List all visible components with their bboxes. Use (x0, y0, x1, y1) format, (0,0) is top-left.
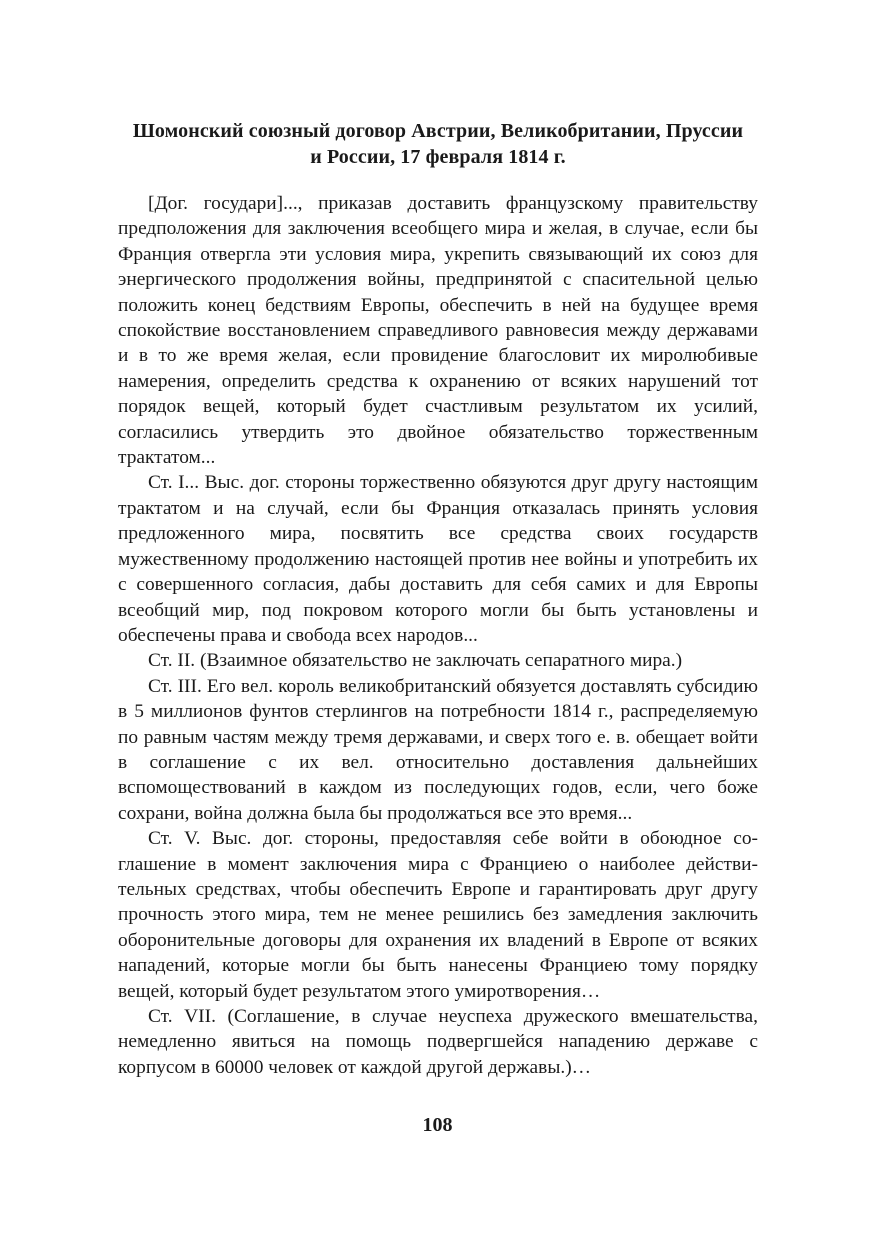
paragraph-article-3: Ст. III. Его вел. король великобританский обязуется доставлять субсидию в 5 миллионов фунтов стерлингов на потребности 1814 г., распределяемую по равным частям между тремя державами, и сверх того е. в. обещает войти в соглашение с их вел. относительно доставления дальнейших вспомоществований в каждом из последующих годов, если, чего боже сохрани, война должна была бы продолжаться все это время... (118, 675, 758, 824)
page-number: 108 (422, 1114, 453, 1136)
paragraph-preamble: [Дог. государи]..., приказав доставить французскому правительству предположения для заключения всеобщего мира и желая, в случае, если бы Франция отвергла эти условия мира, укрепить связывающий их союз для энергического продолжения войны, предпринятой с спасительной целью положить конец бедствиям Европы, обеспечить в ней на будущее время спокойствие восстановлением справедливого равновесия между державами и в то же время желая, если провидение благословит их миролюбивые намерения, определить средства к охранению от всяких нарушений тот порядок вещей, который будет счастливым результатом их усилий, согласились утвердить это двойное обязательство торжественным трактатом... (118, 193, 758, 469)
document-body (118, 191, 758, 1080)
document-title-line-1: Шомонский союзный договор Австрии, Великобритании, Пруссии (132, 120, 744, 142)
paragraph-article-1: Ст. I... Выс. дог. стороны торжественно обязуются друг другу настоящим трактатом и на случай, если бы Франция отказалась принять условия предложенного мира, посвятить все средства своих государств мужественному продолжению настоящей против нее войны и употребить их с совершенного согласия, дабы доставить для себя самих и для Европы всеобщий мир, под покровом которого могли бы быть установлены и обеспечены права и свобода всех народов... (118, 472, 758, 646)
document-title (118, 118, 758, 170)
paragraph-article-5: Ст. V. Выс. дог. стороны, предоставляя себе войти в обоюдное соглашение в момент заключения мира с Франциею о наиболее действительных средствах, чтобы обеспечить Европе и гарантировать друг другу прочность этого мира, тем не менее решились без замедления заключить оборонительные договоры для охранения их владений в Европе от всяких нападений, которые могли бы быть нанесены Франциею тому порядку вещей, который будет результатом этого умиротворения… (118, 828, 758, 1002)
document-title-line-2: и России, 17 февраля 1814 г. (310, 146, 566, 168)
paragraph-article-7: Ст. VII. (Соглашение, в случае неуспеха дружеского вмешательства, немедленно явиться на помощь подвергшейся нападению державе с корпусом в 60000 человек от каждой другой державы.)… (118, 1006, 758, 1078)
paragraph-article-2: Ст. II. (Взаимное обязательство не заключать сепаратного мира.) (148, 650, 683, 672)
document-page (118, 118, 758, 1080)
